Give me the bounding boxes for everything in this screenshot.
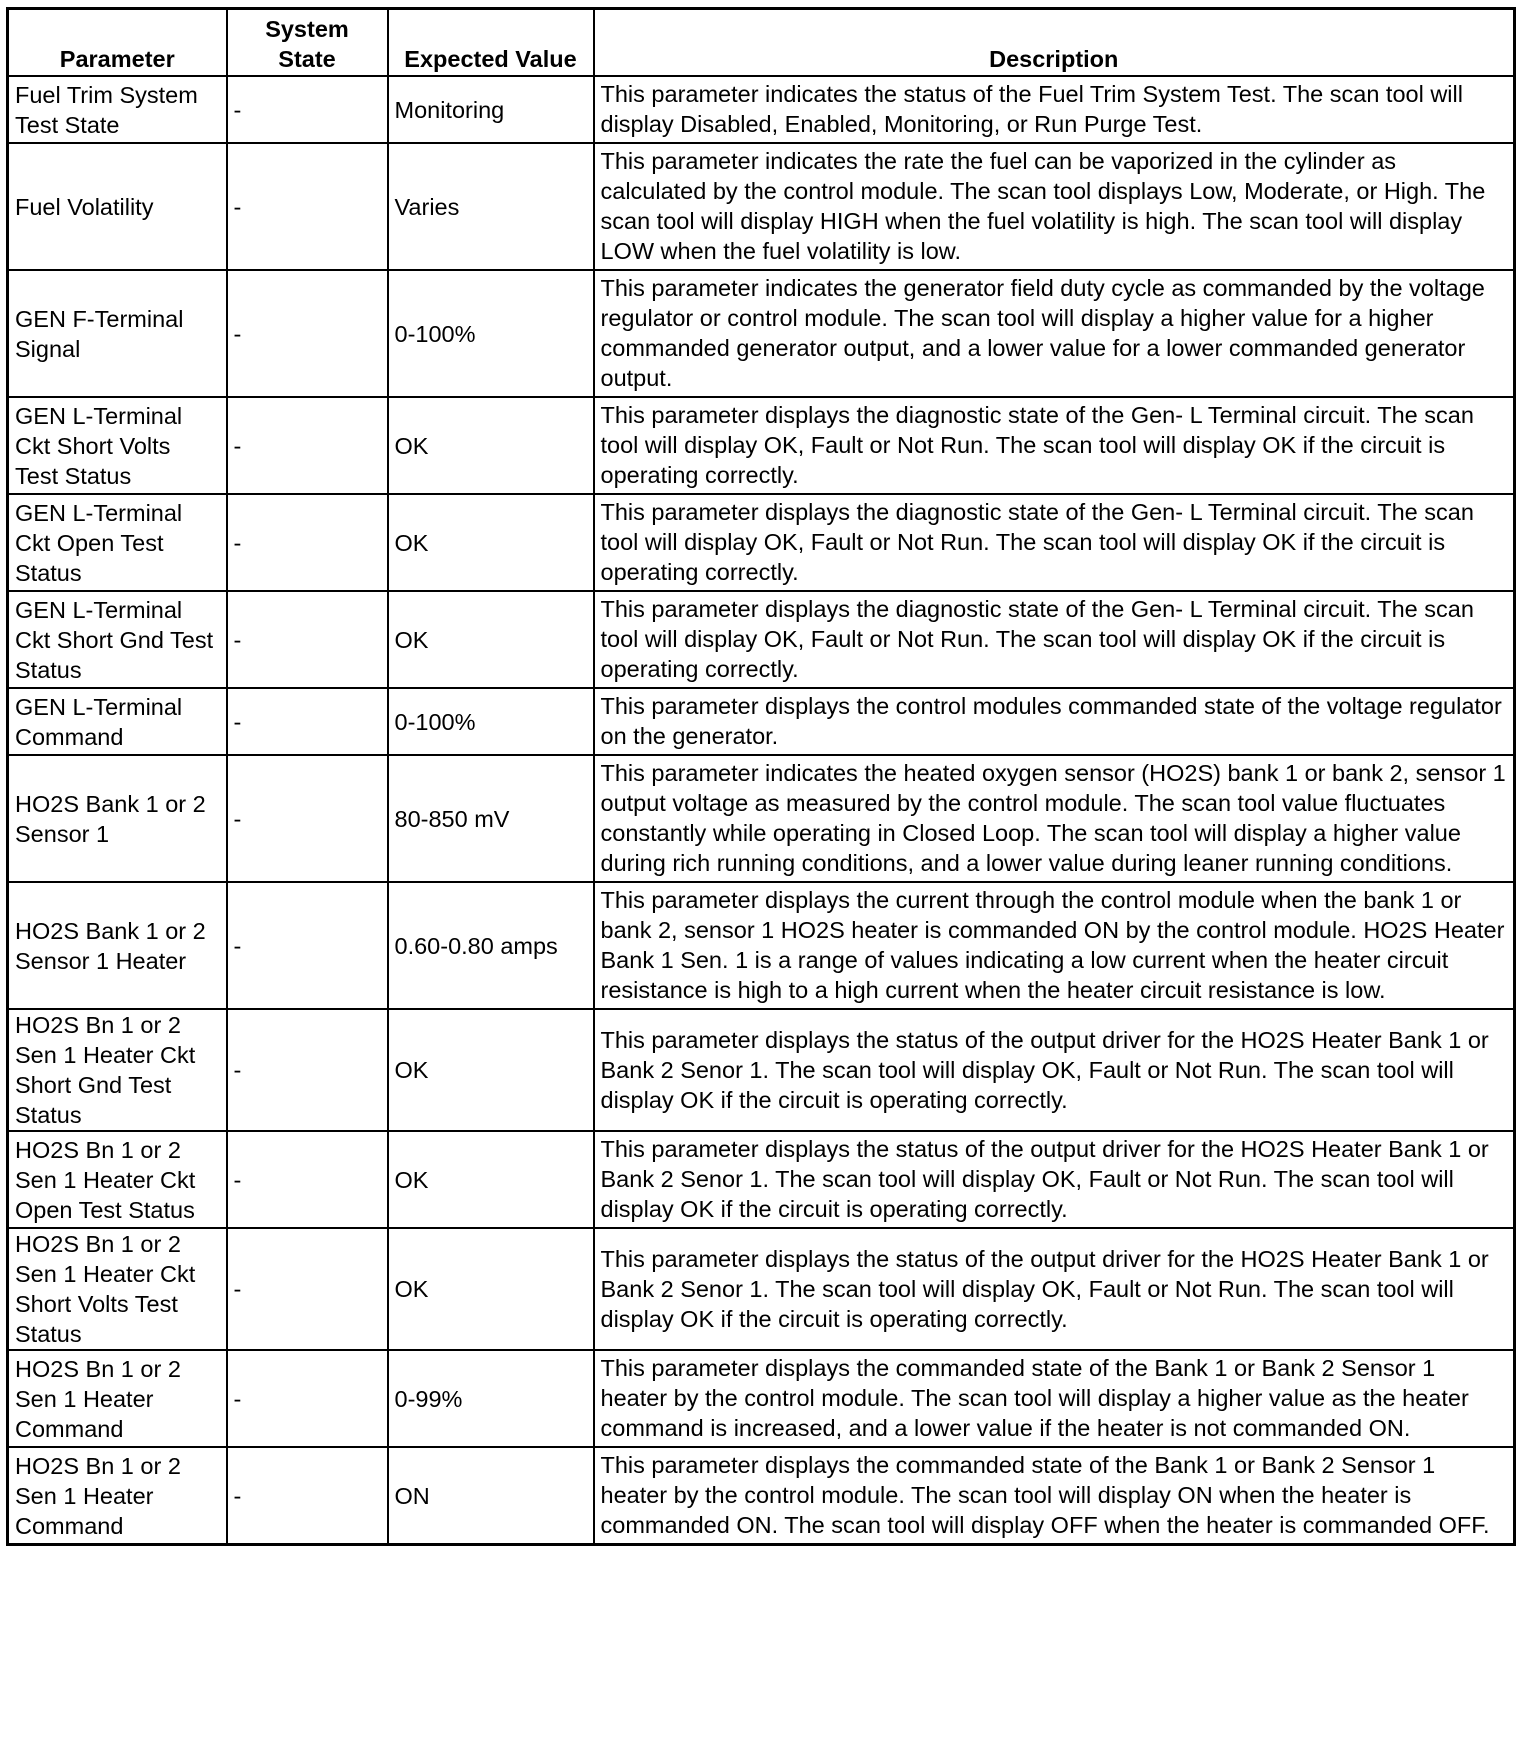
table-body [8,76,1515,1545]
cell-parameter: GEN L-Terminal Ckt Short Gnd Test Status [8,591,227,688]
cell-expected-value: OK [388,1228,594,1350]
cell-expected-value: OK [388,591,594,688]
cell-system-state: - [227,1447,388,1545]
cell-parameter: GEN L-Terminal Ckt Open Test Status [8,494,227,591]
table-row [8,397,1515,494]
cell-expected-value: 0.60-0.80 amps [388,882,594,1009]
cell-expected-value: OK [388,494,594,591]
cell-parameter: Fuel Volatility [8,143,227,270]
cell-expected-value: 80-850 mV [388,755,594,882]
table-row [8,270,1515,397]
cell-expected-value: Varies [388,143,594,270]
cell-parameter: HO2S Bn 1 or 2 Sen 1 Heater Command [8,1350,227,1447]
cell-parameter: HO2S Bn 1 or 2 Sen 1 Heater Ckt Open Test Status [8,1131,227,1228]
cell-parameter: HO2S Bank 1 or 2 Sensor 1 [8,755,227,882]
cell-description: This parameter displays the commanded state of the Bank 1 or Bank 2 Sensor 1 heater by the control module. The scan tool will display ON when the heater is commanded ON. The scan tool will display OFF when the heater is commanded OFF. [594,1447,1515,1545]
table-row [8,143,1515,270]
cell-parameter: HO2S Bn 1 or 2 Sen 1 Heater Command [8,1447,227,1545]
cell-system-state: - [227,397,388,494]
cell-system-state: - [227,1009,388,1131]
cell-system-state: - [227,143,388,270]
cell-description: This parameter displays the commanded state of the Bank 1 or Bank 2 Sensor 1 heater by the control module. The scan tool will display a higher value as the heater command is increased, and a lower value if the heater is not commanded ON. [594,1350,1515,1447]
cell-description: This parameter indicates the rate the fuel can be vaporized in the cylinder as calculated by the control module. The scan tool displays Low, Moderate, or High. The scan tool will display HIGH when the fuel volatility is high. The scan tool will display LOW when the fuel volatility is low. [594,143,1515,270]
cell-description: This parameter indicates the generator field duty cycle as commanded by the voltage regulator or control module. The scan tool will display a higher value for a higher commanded generator output, and a lower value for a lower commanded generator output. [594,270,1515,397]
cell-parameter: GEN L-Terminal Command [8,688,227,755]
cell-system-state: - [227,1228,388,1350]
cell-description: This parameter displays the control modules commanded state of the voltage regulator on the generator. [594,688,1515,755]
cell-description: This parameter displays the current through the control module when the bank 1 or bank 2, sensor 1 HO2S heater is commanded ON by the control module. HO2S Heater Bank 1 Sen. 1 is a range of values indicating a low current when the heater circuit resistance is high to a high current when the heater circuit resistance is low. [594,882,1515,1009]
table-row [8,76,1515,143]
cell-system-state: - [227,494,388,591]
parameter-table [6,7,1516,1546]
cell-expected-value: OK [388,1131,594,1228]
cell-system-state: - [227,591,388,688]
cell-parameter: HO2S Bn 1 or 2 Sen 1 Heater Ckt Short Volts Test Status [8,1228,227,1350]
cell-description: This parameter displays the diagnostic state of the Gen- L Terminal circuit. The scan tool will display OK, Fault or Not Run. The scan tool will display OK if the circuit is operating correctly. [594,494,1515,591]
cell-parameter: HO2S Bn 1 or 2 Sen 1 Heater Ckt Short Gnd Test Status [8,1009,227,1131]
cell-description: This parameter displays the status of the output driver for the HO2S Heater Bank 1 or Bank 2 Senor 1. The scan tool will display OK, Fault or Not Run. The scan tool will display OK if the circuit is operating correctly. [594,1009,1515,1131]
cell-expected-value: OK [388,397,594,494]
cell-system-state: - [227,1131,388,1228]
cell-description: This parameter indicates the status of the Fuel Trim System Test. The scan tool will display Disabled, Enabled, Monitoring, or Run Purge Test. [594,76,1515,143]
table-row [8,688,1515,755]
cell-expected-value: 0-99% [388,1350,594,1447]
header-expected-value: Expected Value [388,9,594,77]
table-row [8,882,1515,1009]
cell-parameter: HO2S Bank 1 or 2 Sensor 1 Heater [8,882,227,1009]
cell-expected-value: OK [388,1009,594,1131]
cell-system-state: - [227,688,388,755]
cell-system-state: - [227,76,388,143]
cell-description: This parameter displays the diagnostic state of the Gen- L Terminal circuit. The scan tool will display OK, Fault or Not Run. The scan tool will display OK if the circuit is operating correctly. [594,591,1515,688]
cell-system-state: - [227,882,388,1009]
cell-expected-value: 0-100% [388,270,594,397]
cell-expected-value: Monitoring [388,76,594,143]
table-row [8,1447,1515,1545]
cell-parameter: GEN F-Terminal Signal [8,270,227,397]
cell-expected-value: ON [388,1447,594,1545]
table-row [8,1228,1515,1350]
header-parameter: Parameter [8,9,227,77]
table-row [8,591,1515,688]
cell-parameter: GEN L-Terminal Ckt Short Volts Test Status [8,397,227,494]
cell-system-state: - [227,1350,388,1447]
table-row [8,1009,1515,1131]
table-row [8,1350,1515,1447]
table-header-row [8,9,1515,77]
cell-description: This parameter displays the diagnostic state of the Gen- L Terminal circuit. The scan tool will display OK, Fault or Not Run. The scan tool will display OK if the circuit is operating correctly. [594,397,1515,494]
header-description: Description [594,9,1515,77]
cell-parameter: Fuel Trim System Test State [8,76,227,143]
table-row [8,755,1515,882]
cell-description: This parameter indicates the heated oxygen sensor (HO2S) bank 1 or bank 2, sensor 1 output voltage as measured by the control module. The scan tool value fluctuates constantly while operating in Closed Loop. The scan tool will display a higher value during rich running conditions, and a lower value during leaner running conditions. [594,755,1515,882]
cell-description: This parameter displays the status of the output driver for the HO2S Heater Bank 1 or Bank 2 Senor 1. The scan tool will display OK, Fault or Not Run. The scan tool will display OK if the circuit is operating correctly. [594,1228,1515,1350]
cell-system-state: - [227,270,388,397]
table-row [8,1131,1515,1228]
cell-description: This parameter displays the status of the output driver for the HO2S Heater Bank 1 or Bank 2 Senor 1. The scan tool will display OK, Fault or Not Run. The scan tool will display OK if the circuit is operating correctly. [594,1131,1515,1228]
cell-expected-value: 0-100% [388,688,594,755]
cell-system-state: - [227,755,388,882]
table-row [8,494,1515,591]
header-system-state: System State [227,9,388,77]
